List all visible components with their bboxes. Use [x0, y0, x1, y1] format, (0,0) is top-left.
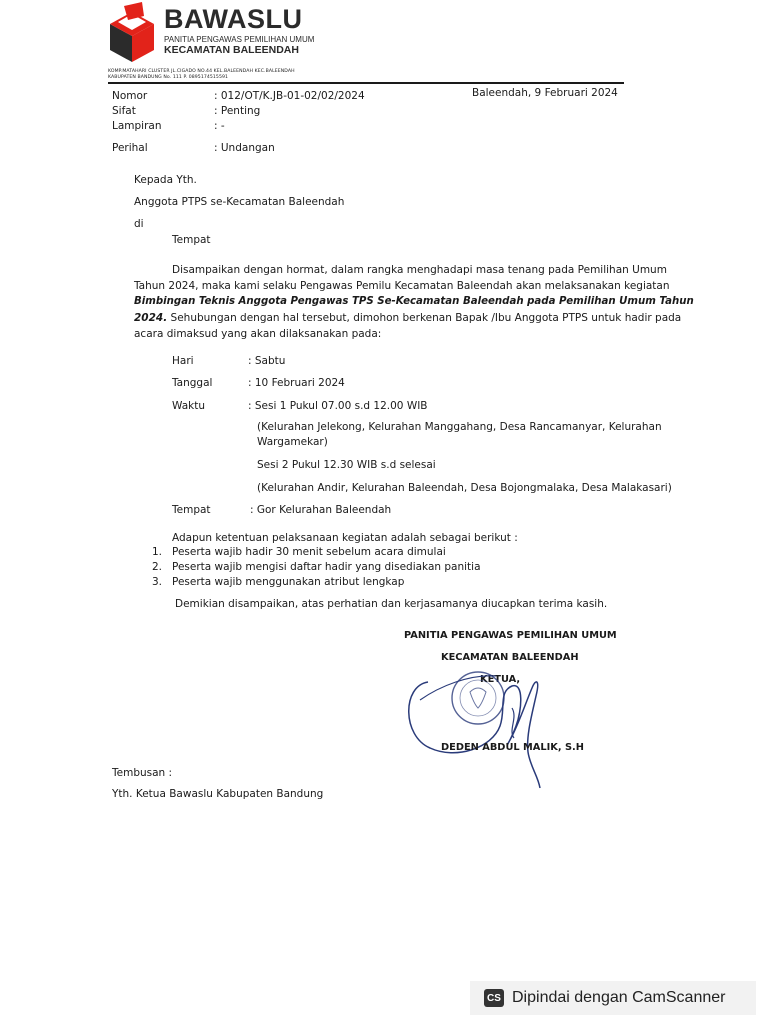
- bawaslu-emblem-icon: [106, 2, 158, 64]
- sign-org-2: KECAMATAN BALEENDAH: [441, 652, 579, 663]
- greeting: Kepada Yth.: [134, 174, 197, 186]
- nomor-value: : 012/OT/K.JB-01-02/02/2024: [214, 90, 365, 102]
- rule-text-1: Peserta wajib hadir 30 menit sebelum acara dimulai: [172, 546, 446, 558]
- camscanner-watermark: [470, 981, 756, 1015]
- nomor-label: Nomor: [112, 90, 148, 102]
- perihal-value: : Undangan: [214, 142, 275, 154]
- body-line-5: acara dimaksud yang akan dilaksanakan pada:: [134, 328, 382, 340]
- hari-label: Hari: [172, 355, 194, 367]
- body-line-3: Bimbingan Teknis Anggota Pengawas TPS Se-Kecamatan Baleendah pada Pemilihan Umum Tahun: [134, 296, 694, 307]
- body-line-4-rest: Sehubungan dengan hal tersebut, dimohon berkenan Bapak /Ibu Anggota PTPS untuk hadir pada: [167, 312, 682, 324]
- camscanner-text: Dipindai dengan CamScanner: [512, 989, 726, 1006]
- sesi2-desc: (Kelurahan Andir, Kelurahan Baleendah, Desa Bojongmalaka, Desa Malakasari): [257, 482, 672, 494]
- tanggal-label: Tanggal: [172, 377, 213, 389]
- bawaslu-logo: [106, 2, 326, 68]
- sesi1-desc-2: Wargamekar): [257, 436, 328, 448]
- tempat-label: Tempat: [172, 504, 211, 516]
- body-year: 2024.: [134, 312, 168, 324]
- recipient-place: Tempat: [172, 234, 211, 246]
- tembusan-label: Tembusan :: [112, 767, 173, 779]
- rules-intro: Adapun ketentuan pelaksanaan kegiatan adalah sebagai berikut :: [172, 532, 518, 544]
- official-stamp-and-signature-icon: [400, 656, 570, 796]
- org-subtitle-2: KECAMATAN BALEENDAH: [164, 44, 299, 56]
- tanggal-value: : 10 Februari 2024: [248, 377, 345, 389]
- lampiran-value: : -: [214, 120, 225, 132]
- tempat-value: : Gor Kelurahan Baleendah: [250, 504, 392, 516]
- tembusan-item: Yth. Ketua Bawaslu Kabupaten Bandung: [112, 788, 324, 800]
- perihal-label: Perihal: [112, 142, 148, 154]
- address-line-2: KABUPATEN BANDUNG No. 111 P. 0895174515591: [108, 75, 229, 80]
- rule-num-2: 2.: [152, 561, 163, 573]
- hari-value: : Sabtu: [248, 355, 286, 367]
- body-line-4: [134, 312, 681, 324]
- rule-num-1: 1.: [152, 546, 163, 558]
- body-line-2: Tahun 2024, maka kami selaku Pengawas Pemilu Kecamatan Baleendah akan melaksanakan kegiatan: [134, 280, 670, 292]
- sesi1-desc-1: (Kelurahan Jelekong, Kelurahan Manggahang, Desa Rancamanyar, Kelurahan: [257, 421, 662, 433]
- sign-org-1: PANITIA PENGAWAS PEMILIHAN UMUM: [404, 630, 617, 641]
- lampiran-label: Lampiran: [112, 120, 162, 132]
- rule-text-3: Peserta wajib menggunakan atribut lengkap: [172, 576, 405, 588]
- header-divider: [108, 82, 624, 84]
- sign-name: DEDEN ABDUL MALIK, S.H: [441, 742, 584, 753]
- recipient-di: di: [134, 218, 144, 230]
- sign-role: KETUA,: [480, 674, 521, 685]
- address-line-1: KOMP.MATAHARI CLUSTER JL.CIGADO NO.44 KEL.BALEENDAH KEC.BALEENDAH: [108, 69, 295, 74]
- sifat-label: Sifat: [112, 105, 136, 117]
- org-subtitle-1: PANITIA PENGAWAS PEMILIHAN UMUM: [164, 35, 315, 44]
- recipient-name: Anggota PTPS se-Kecamatan Baleendah: [134, 196, 345, 208]
- sifat-value: : Penting: [214, 105, 261, 117]
- sesi2: Sesi 2 Pukul 12.30 WIB s.d selesai: [257, 459, 436, 471]
- sesi1: : Sesi 1 Pukul 07.00 s.d 12.00 WIB: [248, 400, 428, 412]
- body-line-1: Disampaikan dengan hormat, dalam rangka menghadapi masa tenang pada Pemilihan Umum: [172, 264, 667, 276]
- rule-num-3: 3.: [152, 576, 163, 588]
- camscanner-logo-icon: CS: [484, 989, 504, 1007]
- rule-text-2: Peserta wajib mengisi daftar hadir yang disediakan panitia: [172, 561, 481, 573]
- org-name: BAWASLU: [164, 4, 303, 34]
- letter-date: Baleendah, 9 Februari 2024: [472, 87, 618, 99]
- closing-text: Demikian disampaikan, atas perhatian dan kerjasamanya diucapkan terima kasih.: [175, 598, 608, 610]
- waktu-label: Waktu: [172, 400, 205, 412]
